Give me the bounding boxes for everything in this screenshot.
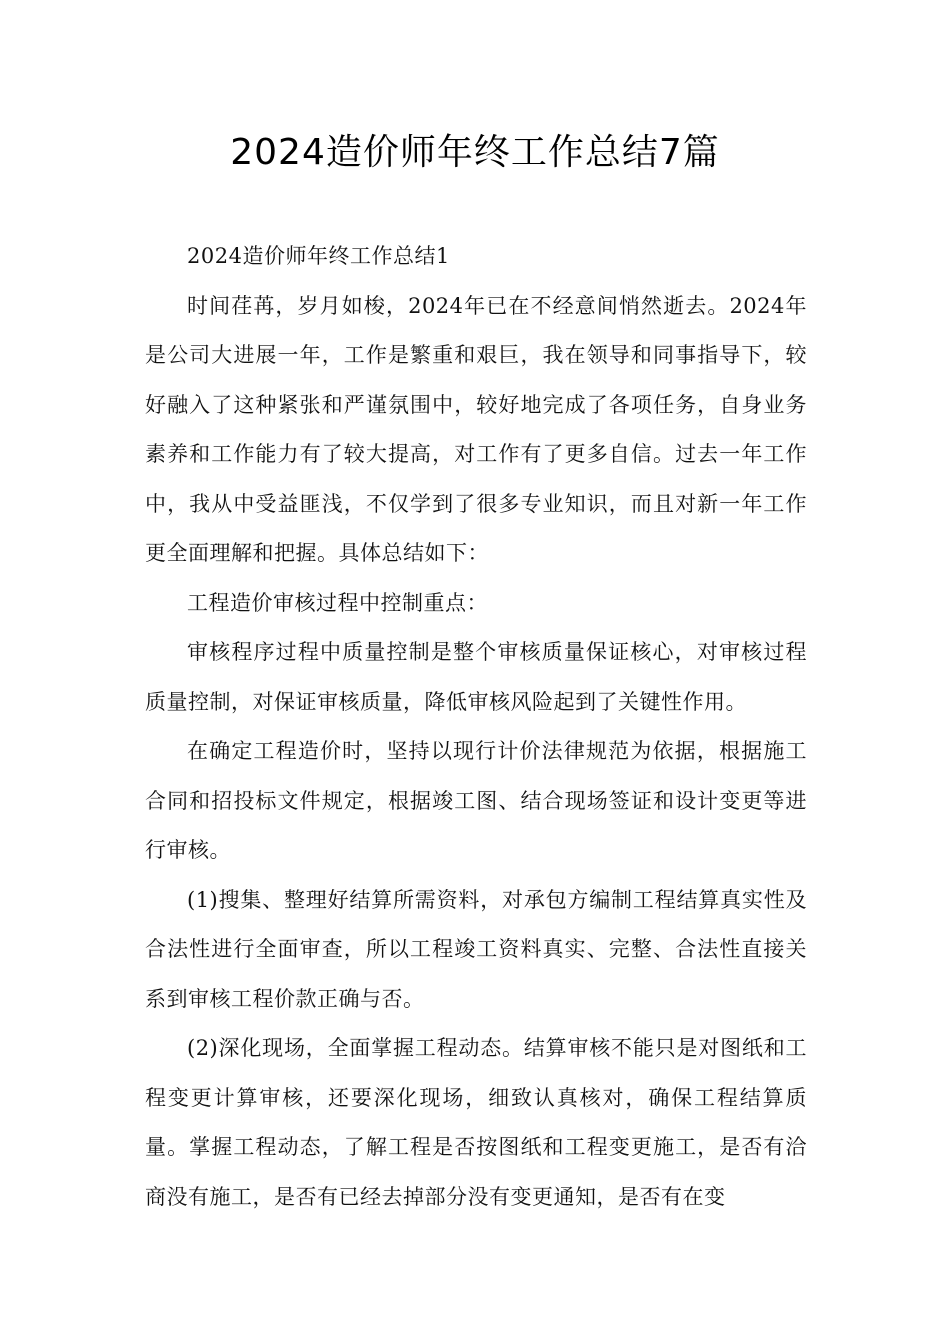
body-paragraph: 在确定工程造价时，坚持以现行计价法律规范为依据，根据施工合同和招投标文件规定，根据竣工图、结合现场签证和设计变更等进行审核。 [145,739,807,862]
body-paragraph: 时间荏苒，岁月如梭，2024年已在不经意间悄然逝去。2024年是公司大进展一年，工作是繁重和艰巨，我在领导和同事指导下，较好融入了这种紧张和严谨氛围中，较好地完成了各项任务，自身业务素养和工作能力有了较大提高，对工作有了更多自信。过去一年工作中，我从中受益匪浅，不仅学到了很多专业知识，而且对新一年工作更全面理解和把握。具体总结如下： [145,293,807,565]
list-item: (2)深化现场，全面掌握工程动态。结算审核不能只是对图纸和工程变更计算审核，还要深化现场，细致认真核对，确保工程结算质量。掌握工程动态，了解工程是否按图纸和工程变更施工，是否有洽商没有施工，是否有已经去掉部分没有变更通知，是否有在变 [145,1036,807,1209]
document-title: 2024造价师年终工作总结7篇 [230,132,720,173]
section-heading: 2024造价师年终工作总结1 [187,244,450,268]
list-item: (1)搜集、整理好结算所需资料，对承包方编制工程结算真实性及合法性进行全面审查，所以工程竣工资料真实、完整、合法性直接关系到审核工程价款正确与否。 [145,887,807,1011]
document-body [145,232,807,1222]
subsection-heading: 工程造价审核过程中控制重点： [187,590,488,615]
body-paragraph: 审核程序过程中质量控制是整个审核质量保证核心，对审核过程质量控制，对保证审核质量，降低审核风险起到了关键性作用。 [145,640,807,714]
